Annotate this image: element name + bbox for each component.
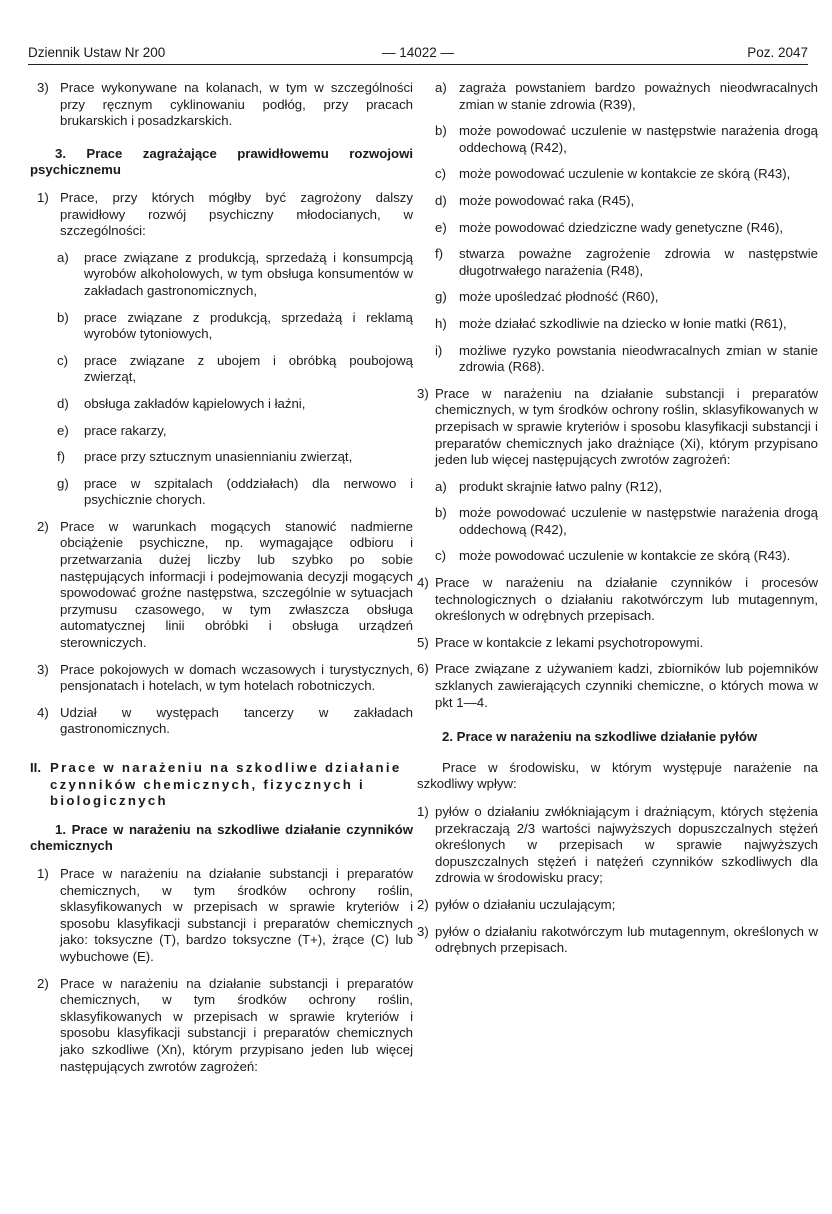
item-text: prace związane z produkcją, sprzedażą i reklamą wyrobów tytoniowych, <box>84 309 413 342</box>
sub-list-item <box>435 80 818 113</box>
list-item <box>30 705 413 738</box>
item-letter: a) <box>435 478 447 494</box>
sub-list-item <box>435 289 818 306</box>
item-letter: d) <box>435 192 447 208</box>
item-letter: b) <box>435 505 447 521</box>
item-text: pyłów o działaniu zwłókniającym i drażniącym, których stężenia przekraczają 2/3 wartości najwyższych dopuszczalnych stężeń określonych w przepisach w sprawie najwyższych dopuszczalnych stężeń i natężeń czynników szkodliwych dla zdrowia w środowisku pracy; <box>435 804 818 886</box>
item-text: prace związane z ubojem i obróbką poubojową zwierząt, <box>84 352 413 385</box>
item-letter: b) <box>435 123 447 139</box>
part-heading <box>30 760 413 810</box>
item-number: 4) <box>37 704 49 720</box>
item-text: obsługa zakładów kąpielowych i łaźni, <box>84 395 306 411</box>
list-item <box>417 635 818 652</box>
sub-list-item <box>435 343 818 376</box>
item-letter: h) <box>435 315 447 331</box>
section-heading: 1. Prace w narażeniu na szkodliwe działanie czynników chemicznych <box>30 821 413 854</box>
sub-list-item <box>435 316 818 333</box>
item-text: prace związane z produkcją, sprzedażą i konsumpcją wyrobów alkoholowych, w tym obsługa konsumentów w zakładach gastronomicznych, <box>84 249 413 298</box>
item-number: 1) <box>37 865 49 881</box>
list-item <box>417 386 818 469</box>
item-letter: i) <box>435 342 443 358</box>
item-text: pyłów o działaniu rakotwórczym lub mutagennym, określonych w odrębnych przepisach. <box>435 923 818 956</box>
item-text: możliwe ryzyko powstania nieodwracalnych zmian w stanie zdrowia (R68). <box>459 342 818 375</box>
item-text: może powodować uczulenie w następstwie narażenia drogą oddechową (R42), <box>459 505 818 537</box>
item-number: 4) <box>417 575 429 591</box>
item-text: Prace pokojowych w domach wczasowych i turystycznych, pensjonatach i hotelach, w tym hotelach robotniczych. <box>60 661 413 694</box>
item-text: może upośledzać płodność (R60), <box>459 289 659 305</box>
item-number: 3) <box>37 80 49 95</box>
item-letter: f) <box>57 449 66 465</box>
sub-list-item <box>30 396 413 413</box>
sub-list-item <box>30 476 413 509</box>
item-text: produkt skrajnie łatwo palny (R12), <box>459 478 663 494</box>
item-letter: f) <box>435 246 444 262</box>
position-number: Poz. 2047 <box>747 45 808 60</box>
list-item <box>30 519 413 652</box>
item-number: 3) <box>417 923 429 939</box>
item-letter: e) <box>57 422 69 438</box>
list-item <box>417 804 818 887</box>
item-text: Udział w występach tancerzy w zakładach gastronomicznych. <box>60 704 413 737</box>
list-item <box>30 80 413 130</box>
item-text: zagraża powstaniem bardzo poważnych nieodwracalnych zmian w stanie zdrowia (R39), <box>459 80 818 112</box>
item-text: Prace w narażeniu na działanie substancji i preparatów chemicznych, w tym środków ochrony roślin, sklasyfikowanych w przepisach w sprawie kryteriów i sposobu klasyfikacji substancji i preparatów chemicznych jako: toksyczne (T), bardzo toksyczne (T+), żrące (C) lub wybuchowe (E). <box>60 865 413 964</box>
item-text: pyłów o działaniu uczulającym; <box>435 896 616 912</box>
sub-list-item <box>435 505 818 538</box>
sub-list-item <box>30 423 413 440</box>
sub-list-item <box>30 449 413 466</box>
part-title: Prace w narażeniu na szkodliwe działanie czynników chemicznych, fizycznych i biologicznych <box>50 760 402 809</box>
sub-list-item <box>435 123 818 156</box>
sub-list-item <box>30 353 413 386</box>
list-item <box>417 575 818 625</box>
item-text: może działać szkodliwie na dziecko w łonie matki (R61), <box>459 315 787 331</box>
item-number: 2) <box>37 518 49 534</box>
sub-list-item <box>435 246 818 279</box>
item-text: Prace w warunkach mogących stanowić nadmierne obciążenie psychiczne, np. wymagające odbioru i przetwarzania dużej liczby lub szybko po sobie następujących informacji i podejmowania decyzji mogących spowodować groźne następstwa, szczególnie w sytuacjach przymusu czasowego, w tym zwłaszcza obsługa automatycznej linii obróbki i obsługa urządzeń sterowniczych. <box>60 518 413 651</box>
item-text: Prace, przy których mógłby być zagrożony dalszy prawidłowy rozwój psychiczny młodocianych, w szczególności: <box>60 189 413 239</box>
item-number: 2) <box>37 975 49 991</box>
item-text: może powodować uczulenie w następstwie narażenia drogą oddechową (R42), <box>459 123 818 155</box>
section-heading: 2. Prace w narażeniu na szkodliwe działanie pyłów <box>442 729 758 745</box>
page-header <box>28 44 808 62</box>
list-item <box>417 661 818 711</box>
item-number: 1) <box>417 804 429 819</box>
item-text: może powodować raka (R45), <box>459 192 635 208</box>
sub-list-item <box>435 193 818 210</box>
item-text: prace przy sztucznym unasiennianiu zwierząt, <box>84 449 353 465</box>
item-text: prace rakarzy, <box>84 422 167 438</box>
item-letter: a) <box>57 249 69 265</box>
item-text: Prace w narażeniu na działanie substancji i preparatów chemicznych, w tym środków ochrony roślin, sklasyfikowanych w przepisach w sprawie kryteriów i sposobu klasyfikacji substancji i preparatów chemicznych jako szkodliwe (Xn), którym przypisano jeden lub więcej następujących zwrotów zagrożeń: <box>60 975 413 1074</box>
header-rule <box>28 64 808 65</box>
item-number: 1) <box>37 189 49 205</box>
sub-list-item <box>30 250 413 300</box>
journal-title: Dziennik Ustaw Nr 200 <box>28 45 166 60</box>
right-column <box>417 80 818 967</box>
item-number: 2) <box>417 896 429 912</box>
item-text: może powodować uczulenie w kontakcie ze skórą (R43). <box>459 548 791 564</box>
list-item <box>417 897 818 914</box>
item-text: Prace wykonywane na kolanach, w tym w szczególności przy ręcznym cyklinowaniu podłóg, przy pracach brukarskich i posadzkarskich. <box>60 80 413 129</box>
item-letter: c) <box>435 166 446 182</box>
left-column <box>30 80 413 1085</box>
sub-list-item <box>30 310 413 343</box>
item-text: Prace w narażeniu na działanie czynników i procesów technologicznych o działaniu rakotwórczym lub mutagennym, określonych w odrębnych przepisach. <box>435 575 818 624</box>
item-text: Prace związane z używaniem kadzi, zbiorników lub pojemników szklanych zawierających czynniki chemiczne, o których mowa w pkt 1—4. <box>435 661 818 710</box>
item-text: Prace w narażeniu na działanie substancji i preparatów chemicznych, w tym środków ochrony roślin, sklasyfikowanych w przepisach w sprawie kryteriów i sposobu klasyfikacji substancji i preparatów chemicznych jako drażniące (Xi), którym przypisano jeden lub więcej następujących zwrotów zagrożeń: <box>435 385 818 468</box>
sub-list-item <box>435 166 818 183</box>
item-number: 3) <box>37 661 49 677</box>
item-letter: b) <box>57 309 69 325</box>
item-number: 6) <box>417 661 429 677</box>
item-number: 5) <box>417 634 429 650</box>
sub-list-item <box>435 220 818 237</box>
item-text: stwarza poważne zagrożenie zdrowia w następstwie długotrwałego narażenia (R48), <box>459 246 818 278</box>
item-letter: a) <box>435 80 447 95</box>
page-number: — 14022 — <box>381 45 455 60</box>
section-intro: Prace w środowisku, w którym występuje narażenie na szkodliwy wpływ: <box>417 759 818 792</box>
item-letter: g) <box>57 475 69 491</box>
list-item <box>30 976 413 1076</box>
item-letter: e) <box>435 219 447 235</box>
item-letter: g) <box>435 289 447 305</box>
item-number: 3) <box>417 385 429 401</box>
item-text: Prace w kontakcie z lekami psychotropowymi. <box>435 634 704 650</box>
item-text: może powodować uczulenie w kontakcie ze skórą (R43), <box>459 166 791 182</box>
item-text: prace w szpitalach (oddziałach) dla nerwowo i psychicznie chorych. <box>84 475 413 508</box>
part-number: II. <box>30 760 41 775</box>
item-letter: c) <box>57 352 68 368</box>
item-text: może powodować dziedziczne wady genetyczne (R46), <box>459 219 783 235</box>
sub-list-item <box>435 548 818 565</box>
list-item <box>417 924 818 957</box>
list-item <box>30 866 413 966</box>
sub-list-item <box>435 479 818 496</box>
list-item <box>30 662 413 695</box>
section-heading: 3. Prace zagrażające prawidłowemu rozwojowi psychicznemu <box>30 145 413 178</box>
item-letter: d) <box>57 395 69 411</box>
item-letter: c) <box>435 548 446 564</box>
list-item <box>30 190 413 240</box>
